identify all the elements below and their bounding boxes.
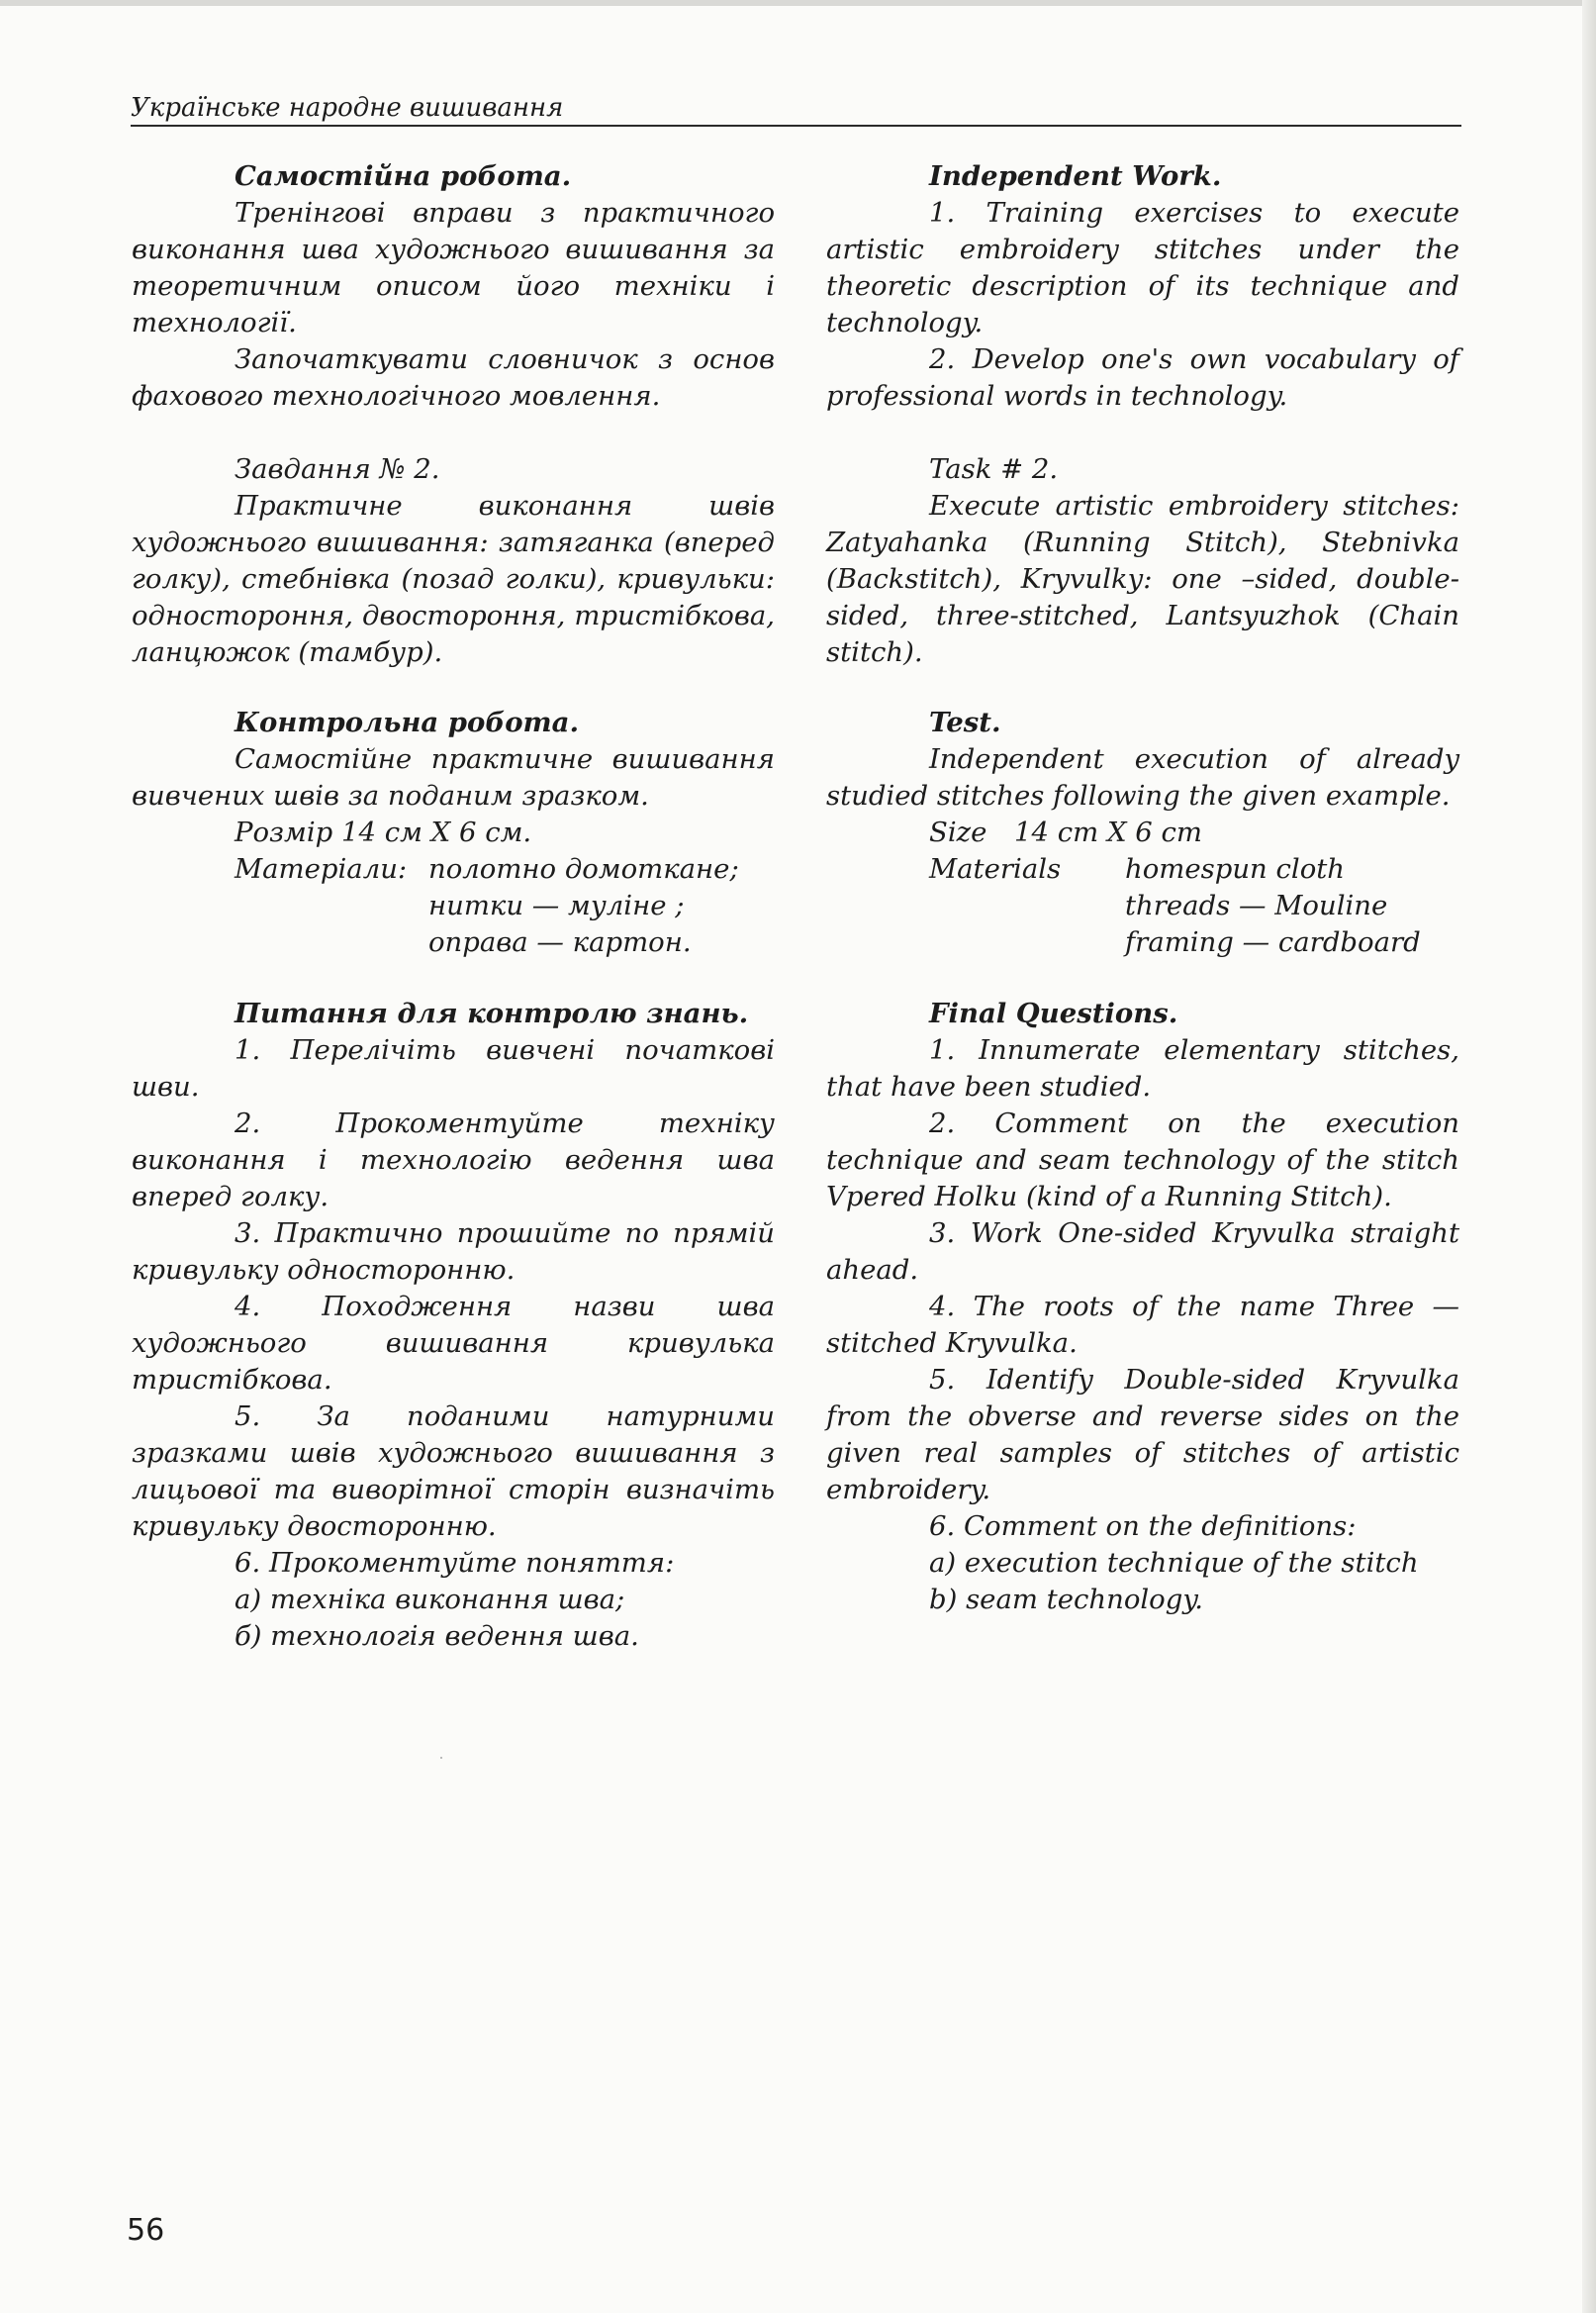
en-materials-list	[1125, 851, 1459, 961]
en-size-value: 14 cm X 6 cm	[1014, 817, 1202, 848]
en-test-section	[826, 705, 1459, 961]
en-materials-label: Materials	[929, 853, 1062, 885]
en-question-item: 4. The roots of the name Three — stitched Kryvulka.	[826, 1291, 1459, 1359]
uk-question-item: 1. Перелічіть вивчені початкові шви.	[132, 1034, 775, 1103]
uk-test-text: Самостійне практичне вишивання вивчених швів за поданим зразком.	[132, 743, 775, 812]
en-question-item: b) seam technology.	[929, 1584, 1203, 1615]
en-question-item: 6. Comment on the definitions:	[929, 1510, 1357, 1542]
uk-task-heading: Завдання № 2.	[235, 453, 440, 485]
uk-materials-list	[428, 851, 775, 961]
en-material-item: framing — cardboard	[1125, 926, 1421, 958]
uk-question-item: 3. Практично прошийте по прямій кривульку односторонню.	[132, 1217, 775, 1286]
en-independent-section	[826, 158, 1459, 415]
uk-material-item: полотно домоткане;	[428, 853, 739, 885]
uk-independent-section	[132, 158, 775, 415]
uk-question-item: 5. За поданими натурними зразками швів художнього вишивання з лицьової та виворітної сторін визначіть кривульку двосторонню.	[132, 1400, 775, 1542]
en-materials	[826, 851, 1459, 961]
uk-question-item: 2. Прокоментуйте техніку виконання і технологію ведення шва вперед голку.	[132, 1108, 775, 1212]
en-material-item: threads — Mouline	[1125, 890, 1388, 921]
uk-test-heading: Контрольна робота.	[235, 707, 580, 738]
uk-materials-label: Матеріали:	[235, 853, 408, 885]
uk-question-item: а) техніка виконання шва;	[235, 1584, 625, 1615]
uk-question-item: 6. Прокоментуйте поняття:	[235, 1547, 675, 1579]
en-test-text: Independent execution of already studied stitches following the given example.	[826, 743, 1459, 812]
running-header-title: Українське народне вишивання	[131, 93, 564, 123]
en-size	[826, 815, 1459, 851]
uk-test-size: Розмір 14 см Х 6 см.	[235, 817, 532, 848]
scan-speck	[440, 1757, 442, 1759]
uk-task-section	[132, 451, 775, 671]
uk-questions-heading: Питання для контролю знань.	[235, 998, 749, 1029]
en-question-item: 5. Identify Double-sided Kryvulka from the obverse and reverse sides on the given real samples of stitches of artistic embroidery.	[826, 1364, 1459, 1505]
running-header	[131, 91, 1461, 127]
uk-questions-section	[132, 996, 775, 1655]
uk-task-text: Практичне виконання швів художнього вишивання: затяганка (вперед голку), стебнівка (позад голки), кривульки: одностороння, двостороння, тристібкова, ланцюжок (тамбур).	[132, 490, 775, 668]
page-number: 56	[127, 2213, 165, 2248]
uk-materials	[132, 851, 775, 961]
uk-independent-p1: Тренінгові вправи з практичного виконання шва художнього вишивання за теоретичним описом його техніки і технології.	[132, 197, 775, 338]
en-questions-section	[826, 996, 1459, 1618]
en-material-item: homespun cloth	[1125, 853, 1346, 885]
uk-test-section	[132, 705, 775, 961]
en-task-heading: Task # 2.	[929, 453, 1059, 485]
uk-material-item: нитки — муліне ;	[428, 890, 685, 921]
en-task-text: Execute artistic embroidery stitches: Zatyahanka (Running Stitch), Stebnivka (Backstitch), Kryvulky: one –sided, double-sided, three-stitched, Lantsyuzhok (Chain stitch).	[826, 490, 1459, 668]
en-question-item: 3. Work One-sided Kryvulka straight ahead.	[826, 1217, 1459, 1286]
en-questions-heading: Final Questions.	[929, 998, 1178, 1029]
scan-right-edge	[1582, 0, 1596, 2313]
en-question-item: 2. Comment on the execution technique and seam technology of the stitch Vpered Holku (kind of a Running Stitch).	[826, 1108, 1459, 1212]
en-independent-p1: 1. Training exercises to execute artistic embroidery stitches under the theoretic description of its technique and technology.	[826, 197, 1459, 338]
en-test-heading: Test.	[929, 707, 1001, 738]
uk-question-item: б) технологія ведення шва.	[235, 1620, 639, 1652]
en-question-item: 1. Innumerate elementary stitches, that have been studied.	[826, 1034, 1459, 1103]
uk-independent-p2: Започаткувати словничок з основ фахового технологічного мовлення.	[132, 343, 775, 412]
en-task-section	[826, 451, 1459, 671]
scan-top-edge	[0, 0, 1596, 6]
en-question-item: a) execution technique of the stitch	[929, 1547, 1419, 1579]
uk-question-item: 4. Походження назви шва художнього вишивання кривулька тристібкова.	[132, 1291, 775, 1396]
en-independent-heading: Independent Work.	[929, 160, 1222, 192]
uk-material-item: оправа — картон.	[428, 926, 692, 958]
uk-independent-heading: Самостійна робота.	[235, 160, 572, 192]
en-size-label: Size	[929, 817, 987, 848]
en-independent-p2: 2. Develop one's own vocabulary of professional words in technology.	[826, 343, 1459, 412]
